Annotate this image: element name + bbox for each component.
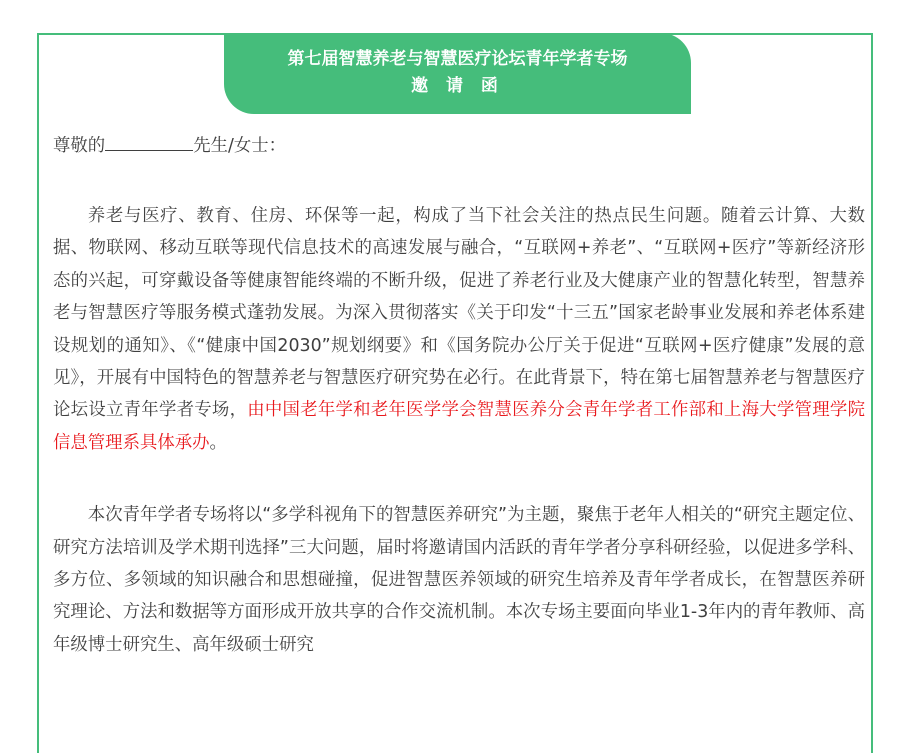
name-blank <box>105 128 193 151</box>
salutation <box>53 128 865 160</box>
organizer-highlight: 由中国老年学和老年医学学会智慧医养分会青年学者工作部和上海大学管理学院信息管理系具体承办 <box>53 400 865 453</box>
letter-body <box>53 128 865 661</box>
paragraph-intro-end: 。 <box>209 432 227 453</box>
paragraph-intro <box>53 200 865 459</box>
salutation-suffix: 先生/女士： <box>193 136 287 156</box>
paragraph-intro-text: 养老与医疗、教育、住房、环保等一起，构成了当下社会关注的热点民生问题。随着云计算、大数据、物联网、移动互联等现代信息技术的高速发展与融合，“互联网+养老”、“互联网+医疗”等新经济形态的兴起，可穿戴设备等健康智能终端的不断升级，促进了养老行业及大健康产业的智慧化转型，智慧养老与智慧医疗等服务模式蓬勃发展。为深入贯彻落实《关于印发“十三五”国家老龄事业发展和养老体系建设规划的通知》、《“健康中国2030”规划纲要》和《国务院办公厅关于促进“互联网+医疗健康”发展的意见》，开展有中国特色的智慧养老与智慧医疗研究势在必行。在此背景下，特在第七届智慧养老与智慧医疗论坛设立青年学者专场， <box>53 206 865 421</box>
page-title: 第七届智慧养老与智慧医疗论坛青年学者专场 <box>287 49 628 69</box>
page-subtitle: 邀 请 函 <box>411 76 504 96</box>
title-banner <box>224 33 691 114</box>
salutation-prefix: 尊敬的 <box>53 136 106 156</box>
paragraph-theme <box>53 499 865 661</box>
paragraph-theme-text: 本次青年学者专场将以“多学科视角下的智慧医养研究”为主题，聚焦于老年人相关的“研究主题定位、研究方法培训及学术期刊选择”三大问题，届时将邀请国内活跃的青年学者分享科研经验，以促进多学科、多方位、多领域的知识融合和思想碰撞，促进智慧医养领域的研究生培养及青年学者成长，在智慧医养研究理论、方法和数据等方面形成开放共享的合作交流机制。本次专场主要面向毕业1-3年内的青年教师、高年级博士研究生、高年级硕士研究 <box>53 505 865 655</box>
